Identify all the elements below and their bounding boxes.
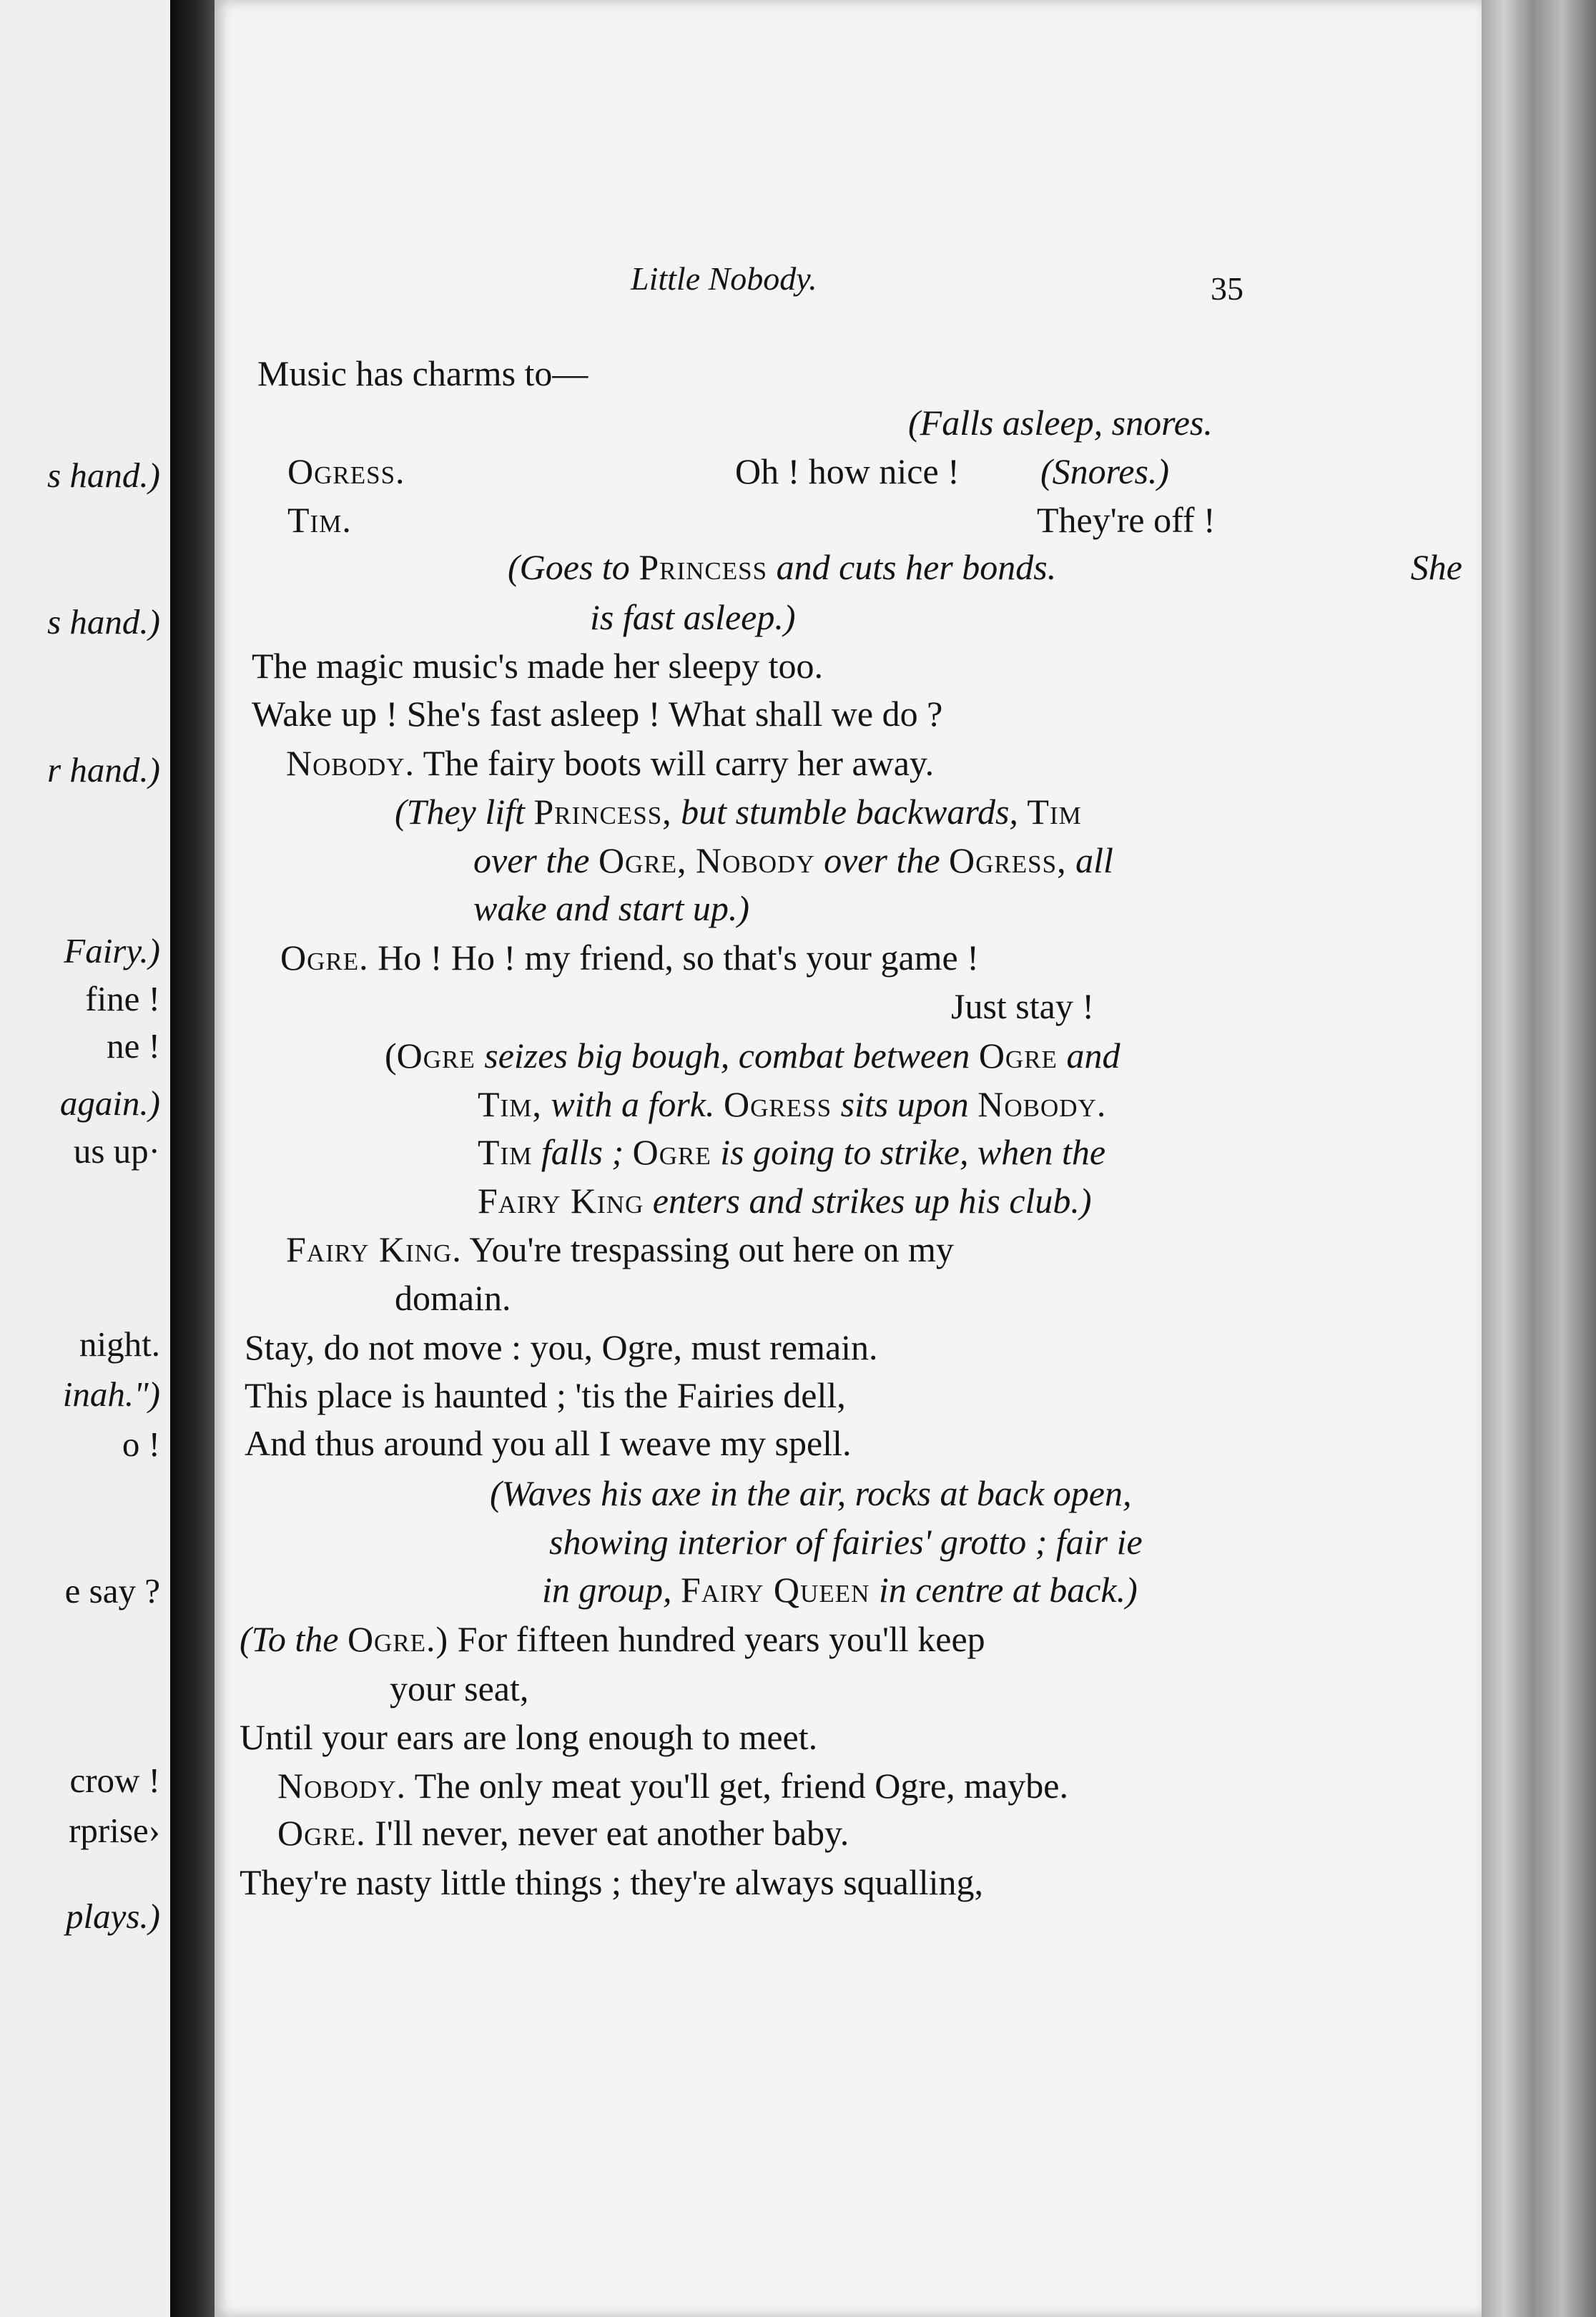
dialogue-text: Ho ! Ho ! my friend, so that's your game ! <box>368 938 979 978</box>
dialogue-line <box>286 745 934 781</box>
facing-line: again.) <box>59 1083 160 1123</box>
text-line: Wake up ! She's fast asleep ! What shall we do ? <box>252 694 943 734</box>
page-edges <box>1482 0 1596 2317</box>
dialogue-line <box>277 1815 849 1851</box>
character-name: Fairy Queen <box>681 1570 870 1610</box>
facing-line: s hand.) <box>47 456 160 495</box>
speaker-name: Tim. <box>287 500 352 540</box>
speaker-name: Ogre. <box>277 1813 366 1853</box>
stage-direction: wake and start up.) <box>473 888 750 928</box>
direction-text: falls ; <box>532 1132 633 1172</box>
direction-text: seizes big bough, combat between <box>475 1035 979 1076</box>
dialogue-text: Oh ! how nice ! <box>735 451 960 491</box>
facing-line: s hand.) <box>47 602 160 641</box>
stage-direction: (Snores.) <box>1040 451 1170 491</box>
direction-text: over the <box>814 840 950 880</box>
character-name: Ogre <box>978 1035 1058 1076</box>
text-line: And thus around you all I weave my spell. <box>245 1423 852 1463</box>
text-line: domain. <box>395 1278 511 1318</box>
facing-line: e say ? <box>64 1571 160 1610</box>
dialogue-line <box>280 938 979 978</box>
speaker-name: Nobody. <box>286 743 415 783</box>
direction-text: (Goes to <box>508 547 639 587</box>
page-number: 35 <box>1211 270 1243 307</box>
speaker-name: Fairy King. <box>286 1229 462 1269</box>
dialogue-line <box>215 453 1410 493</box>
facing-line: o ! <box>122 1425 160 1464</box>
facing-line: plays.) <box>66 1897 160 1936</box>
speaker-name: Ogress. <box>287 451 405 491</box>
dialogue-line <box>240 1621 985 1657</box>
character-name: Tim, <box>478 1084 542 1124</box>
facing-line: us up· <box>73 1131 160 1171</box>
text-line: This place is haunted ; 'tis the Fairies dell, <box>245 1375 846 1415</box>
character-name: Tim <box>1027 792 1082 832</box>
direction-text: and cuts her bonds. <box>767 547 1057 587</box>
stage-direction <box>385 1035 1120 1076</box>
direction-text: She <box>1410 547 1462 587</box>
character-name: Nobody. <box>977 1084 1107 1124</box>
facing-line: r hand.) <box>47 750 160 789</box>
book-page <box>215 0 1482 2317</box>
direction-text: ( <box>385 1035 397 1076</box>
text-line: The magic music's made her sleepy too. <box>252 646 824 686</box>
dialogue-text: For fifteen hundred years you'll keep <box>448 1619 985 1659</box>
dialogue-text: The fairy boots will carry her away. <box>415 743 935 783</box>
dialogue-text: You're trespassing out here on my <box>461 1229 954 1269</box>
text-line: Stay, do not move : you, Ogre, must remain. <box>245 1327 878 1367</box>
character-name: Ogre, <box>598 840 687 880</box>
character-name: Ogre.) <box>347 1619 449 1659</box>
facing-line: fine ! <box>85 979 160 1018</box>
speaker-name: Ogre. <box>280 938 369 978</box>
character-name: Ogress, <box>949 840 1067 880</box>
direction-text: (They lift <box>395 792 534 832</box>
facing-line: ne ! <box>107 1026 160 1066</box>
character-name: Ogress <box>724 1084 832 1124</box>
stage-direction: showing interior of fairies' grotto ; fair ie <box>549 1522 1143 1562</box>
character-name: Fairy King <box>478 1181 644 1221</box>
text-line: Just stay ! <box>951 986 1094 1026</box>
character-name: Princess, <box>533 792 672 832</box>
stage-direction <box>478 1134 1105 1170</box>
text-line: They're nasty little things ; they're always squalling, <box>240 1862 984 1902</box>
dialogue-text: They're off ! <box>1037 500 1216 540</box>
direction-text: is going to strike, when the <box>711 1132 1106 1172</box>
direction-text: and <box>1057 1035 1120 1076</box>
character-name: Princess <box>639 547 768 587</box>
direction-text: in centre at back.) <box>870 1570 1138 1610</box>
text-line: Until your ears are long enough to meet. <box>240 1717 818 1757</box>
direction-text: with a fork. <box>541 1084 724 1124</box>
running-header-title: Little Nobody. <box>631 260 817 297</box>
direction-text: (To the <box>240 1619 348 1659</box>
text-line: Music has charms to— <box>257 353 588 393</box>
facing-page-fragment <box>0 0 170 2317</box>
text-line: your seat, <box>390 1668 529 1708</box>
character-name: Tim <box>478 1132 533 1172</box>
stage-direction <box>473 842 1113 878</box>
dialogue-line <box>286 1231 954 1267</box>
stage-direction: is fast asleep.) <box>590 597 796 637</box>
stage-direction <box>478 1183 1092 1219</box>
character-name: Ogre <box>396 1035 476 1076</box>
stage-direction: (Falls asleep, snores. <box>908 403 1213 443</box>
stage-direction <box>542 1572 1138 1608</box>
direction-text: over the <box>473 840 598 880</box>
book-gutter <box>170 0 215 2317</box>
facing-line: night. <box>79 1324 160 1364</box>
character-name: Nobody <box>696 840 815 880</box>
direction-text <box>687 840 696 880</box>
speaker-name: Nobody. <box>277 1766 407 1806</box>
facing-line: rprise› <box>69 1811 160 1850</box>
direction-text: all <box>1066 840 1113 880</box>
direction-text: but stumble backwards, <box>671 792 1028 832</box>
character-name: Ogre <box>632 1132 711 1172</box>
stage-direction <box>478 1086 1106 1122</box>
dialogue-line <box>215 502 1410 542</box>
facing-line: Fairy.) <box>64 931 160 970</box>
direction-text: enters and strikes up his club.) <box>644 1181 1092 1221</box>
direction-text: in group, <box>542 1570 681 1610</box>
facing-line: crow ! <box>69 1761 160 1800</box>
dialogue-line <box>277 1768 1068 1804</box>
stage-direction <box>395 794 1082 830</box>
facing-line: inah.") <box>62 1374 160 1414</box>
direction-text: sits upon <box>832 1084 978 1124</box>
stage-direction <box>508 549 1462 585</box>
dialogue-text: The only meat you'll get, friend Ogre, maybe. <box>406 1766 1068 1806</box>
stage-direction: (Waves his axe in the air, rocks at back open, <box>490 1473 1132 1513</box>
dialogue-text: I'll never, never eat another baby. <box>365 1813 849 1853</box>
